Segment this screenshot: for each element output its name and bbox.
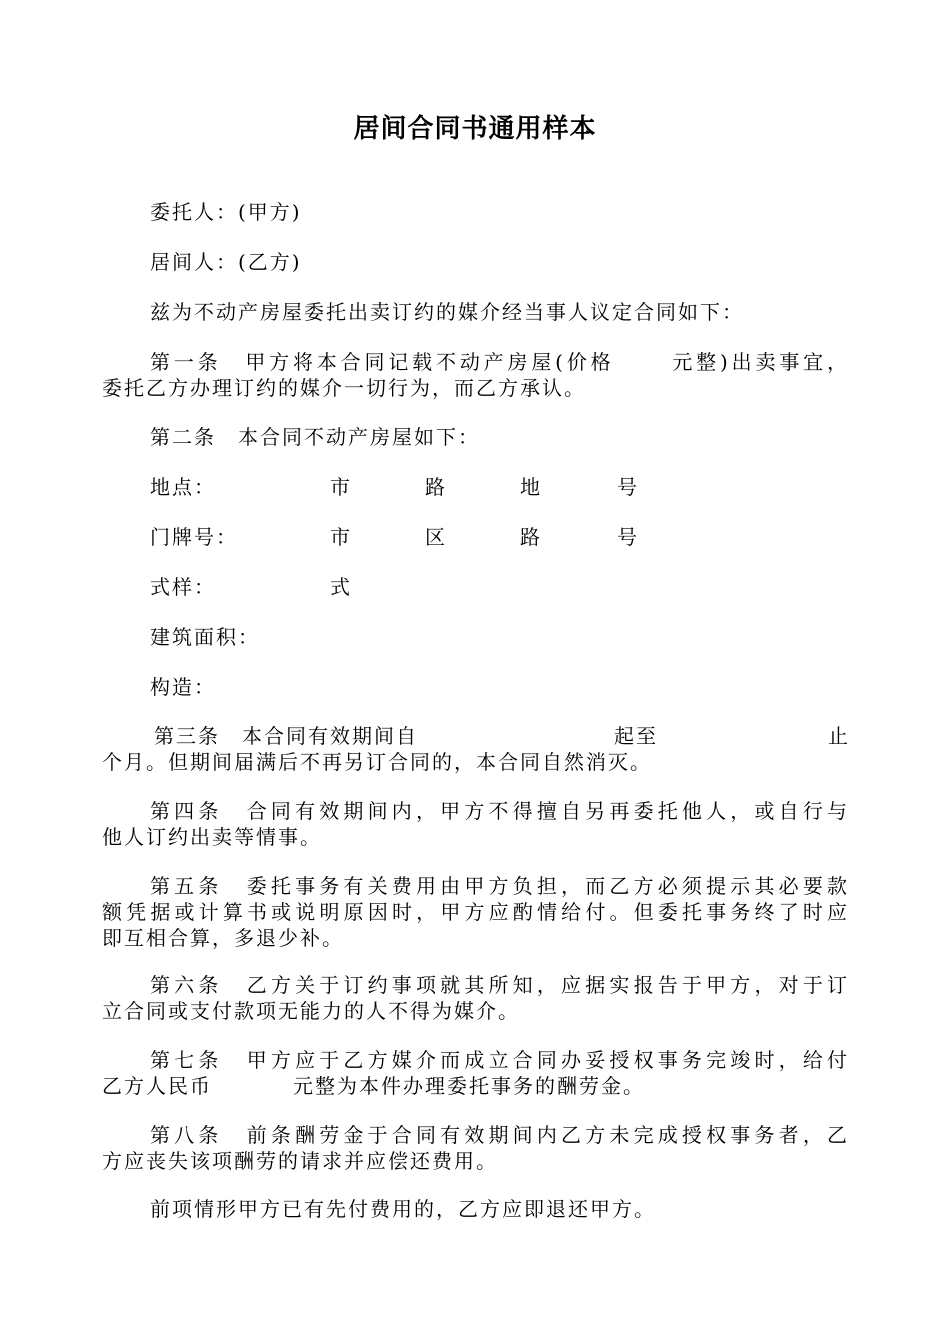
article-3-part-2: 起至 — [614, 724, 658, 748]
article-5-line-1: 第五条 委托事务有关费用由甲方负担，而乙方必须提示其必要款 — [150, 874, 848, 898]
article-1-line-1: 第一条 甲方将本合同记载不动产房屋(价格 元整)出卖事宜， — [150, 350, 848, 374]
article-8-line-2: 方应丧失该项酬劳的请求并应偿还费用。 — [102, 1149, 498, 1173]
house-number-cell-district: 区 — [425, 525, 445, 549]
article-1-line-2: 委托乙方办理订约的媒介一切行为，而乙方承认。 — [102, 376, 586, 400]
location-label: 地点： — [150, 475, 216, 499]
location-cell-number: 号 — [617, 475, 637, 499]
house-number-cell-road: 路 — [520, 525, 540, 549]
article-8-line-1: 第八条 前条酬劳金于合同有效期间内乙方未完成授权事务者，乙 — [150, 1123, 848, 1147]
location-cell-lot: 地 — [520, 475, 540, 499]
structure-label: 构造： — [150, 675, 216, 699]
article-3-part-3: 止 — [828, 724, 848, 748]
location-cell-city: 市 — [330, 475, 350, 499]
article-2-heading: 第二条 本合同不动产房屋如下： — [150, 425, 480, 449]
building-area-label: 建筑面积： — [150, 625, 260, 649]
intro-paragraph: 兹为不动产房屋委托出卖订约的媒介经当事人议定合同如下： — [150, 300, 744, 324]
article-7-line-2a: 乙方人民币 — [102, 1074, 212, 1098]
style-cell: 式 — [330, 575, 350, 599]
article-6-line-2: 立合同或支付款项无能力的人不得为媒介。 — [102, 999, 520, 1023]
house-number-cell-number: 号 — [617, 525, 637, 549]
article-3-line-2: 个月。但期间届满后不再另订合同的，本合同自然消灭。 — [102, 750, 652, 774]
location-cell-road: 路 — [425, 475, 445, 499]
article-3-part-1: 第三条 本合同有效期间自 — [154, 724, 418, 748]
house-number-label: 门牌号： — [150, 525, 238, 549]
delegator-line: 委托人：(甲方) — [150, 200, 302, 224]
house-number-cell-city: 市 — [330, 525, 350, 549]
broker-line: 居间人：(乙方) — [150, 250, 302, 274]
article-4-line-2: 他人订约出卖等情事。 — [102, 825, 322, 849]
article-5-line-2: 额凭据或计算书或说明原因时，甲方应酌情给付。但委托事务终了时应 — [102, 900, 848, 924]
style-label: 式样： — [150, 575, 216, 599]
article-4-line-1: 第四条 合同有效期间内，甲方不得擅自另再委托他人，或自行与 — [150, 799, 848, 823]
article-7-line-1: 第七条 甲方应于乙方媒介而成立合同办妥授权事务完竣时，给付 — [150, 1048, 848, 1072]
article-7-line-2b: 元整为本件办理委托事务的酬劳金。 — [293, 1074, 645, 1098]
document-title: 居间合同书通用样本 — [353, 114, 597, 144]
article-6-line-1: 第六条 乙方关于订约事项就其所知，应据实报告于甲方，对于订 — [150, 973, 848, 997]
prepaid-paragraph: 前项情形甲方已有先付费用的，乙方应即退还甲方。 — [150, 1197, 656, 1221]
article-5-line-3: 即互相合算，多退少补。 — [102, 926, 344, 950]
